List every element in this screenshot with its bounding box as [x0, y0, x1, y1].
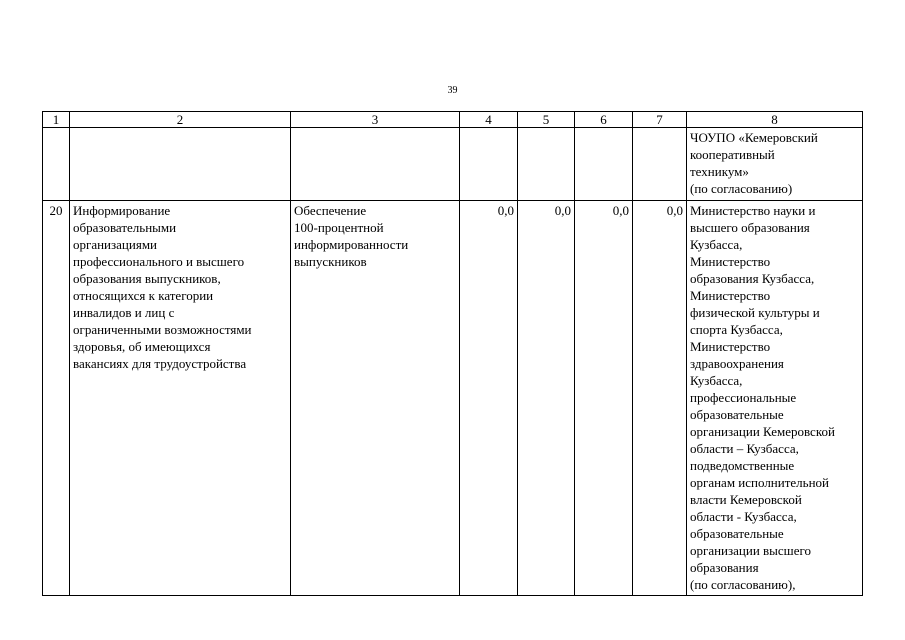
- table-header-row: [43, 112, 863, 128]
- row-number-cell: 20: [43, 201, 70, 596]
- measures-table: [42, 111, 863, 596]
- result-cell: [291, 128, 460, 201]
- value-cell-5: 0,0: [518, 201, 575, 596]
- header-cell-2: 2: [70, 112, 291, 128]
- value-cell-4: 0,0: [460, 201, 518, 596]
- page-number: 39: [447, 85, 458, 96]
- value-cell-7: 0,0: [633, 201, 687, 596]
- header-cell-6: 6: [575, 112, 633, 128]
- header-cell-3: 3: [291, 112, 460, 128]
- table-row-20: [43, 201, 863, 596]
- value-cell-7: [633, 128, 687, 201]
- row-number-cell: [43, 128, 70, 201]
- measure-cell: Информирование образовательными организациями профессионального и высшего образования выпускников, относящихся к категории инвалидов и лиц с ограниченными возможностями здоровья, об имеющихся вакансиях для трудоустройства: [70, 201, 291, 596]
- table-row-continuation: [43, 128, 863, 201]
- measure-cell: [70, 128, 291, 201]
- value-cell-5: [518, 128, 575, 201]
- header-cell-4: 4: [460, 112, 518, 128]
- header-cell-5: 5: [518, 112, 575, 128]
- header-cell-8: 8: [687, 112, 863, 128]
- result-cell: Обеспечение 100-процентной информированности выпускников: [291, 201, 460, 596]
- header-cell-7: 7: [633, 112, 687, 128]
- value-cell-4: [460, 128, 518, 201]
- value-cell-6: 0,0: [575, 201, 633, 596]
- executors-cell: Министерство науки и высшего образования Кузбасса, Министерство образования Кузбасса, Министерство физической культуры и спорта Кузбасса, Министерство здравоохранения Кузбасса, профессиональные образовательные организации Кемеровской области – Кузбасса, подведомственные органам исполнительной власти Кемеровской области - Кузбасса, образовательные организации высшего образования (по согласованию),: [687, 201, 863, 596]
- header-cell-1: 1: [43, 112, 70, 128]
- value-cell-6: [575, 128, 633, 201]
- executors-cell: ЧОУПО «Кемеровский кооперативный техникум» (по согласованию): [687, 128, 863, 201]
